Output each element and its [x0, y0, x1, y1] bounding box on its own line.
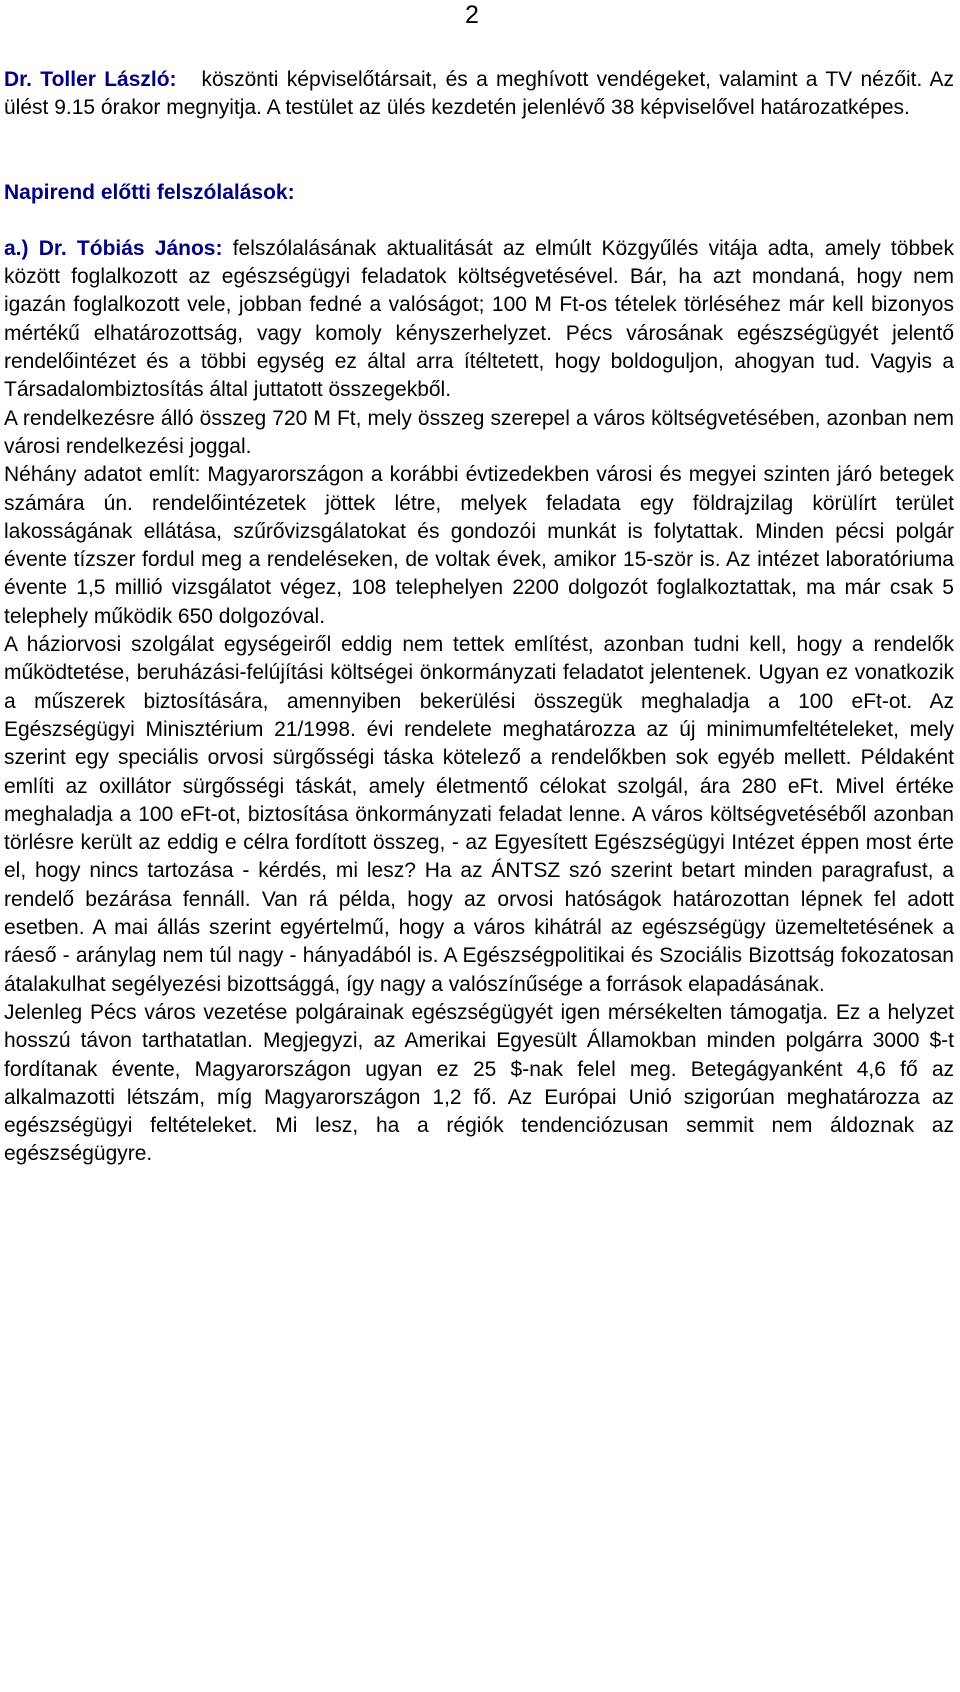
section-heading: Napirend előtti felszólalások: — [4, 180, 295, 204]
speech-paragraph-3: Néhány adatot említ: Magyarországon a korábbi évtizedekben városi és megyei szinten járó betegek számára ún. rendelőintézetek jöttek létre, melyek feladata egy földrajzilag körülírt terület lakosságának ellátása, szűrővizsgálatokat és gondozói munkát is folytattak. Minden pécsi polgár évente tízszer fordul meg a rendeléseken, de voltak évek, amikor 15-ször is. Az intézet laboratóriuma évente 1,5 millió vizsgálatot végez, 108 telephelyen 2200 dolgozót foglalkoztattak, ma már csak 5 telephely működik 650 dolgozóval. — [4, 463, 954, 628]
speech-paragraph-5: Jelenleg Pécs város vezetése polgárainak egészségügyét igen mérsékelten támogatja. Ez a helyzet hosszú távon tarthatatlan. Megjegyzi, az Amerikai Egyesült Államokban minden polgárra 3000 $-t fordítanak évente, Magyarországon ugyan ez 25 $-nak felel meg. Betegágyanként 4,6 fő az alkalmazotti létszám, míg Magyarországon 1,2 fő. Az Európai Unió szigorúan meghatározza az egészségügyi feltételeket. Mi lesz, ha a régiók tendenciózusan semmit nem áldoznak az egészségügyre. — [4, 1000, 954, 1166]
speech-paragraph-2: A rendelkezésre álló összeg 720 M Ft, mely összeg szerepel a város költségvetésében, azonban nem városi rendelkezési joggal. — [4, 406, 954, 458]
paragraph-text: felszólalásának aktualitását az elmúlt Közgyűlés vitája adta, amely többek között foglalkozott az egészségügyi feladatok költségvetésével. Bár, ha azt mondaná, hogy nem igazán foglalkozott vele, jobban fedné a valóságot; 100 M Ft-os tételek törléséhez már kell bizonyos mértékű elhatározottság, vagy komoly kényszerhelyzet. Pécs városának egészségügyét jelentő rendelőintézet és a többi egység ez által arra ítéltetett, hogy boldoguljon, ahogyan tud. Vagyis a Társadalombiztosítás által juttatott összegekből. — [4, 236, 954, 402]
document-body — [4, 66, 954, 1169]
speaker-name: a.) Dr. Tóbiás János: — [4, 236, 223, 260]
speaker-name: Dr. Toller László: — [4, 68, 177, 91]
page-number: 2 — [465, 1, 479, 29]
speech-paragraph-1 — [4, 235, 954, 405]
speech-paragraph-4: A háziorvosi szolgálat egységeiről eddig nem tettek említést, azonban tudni kell, hogy a rendelők működtetése, beruházási-felújítási költségei önkormányzati feladatot jelentenek. Ugyan ez vonatkozik a műszerek biztosítására, amennyiben bekerülési összegük meghaladja a 100 eFt-ot. Az Egészségügyi Minisztérium 21/1998. évi rendelete meghatározza az új minimumfeltételeket, mely szerint egy speciális orvosi sürgősségi táska kötelező a rendelőkben sok egyéb mellett. Példaként említi az oxillátor sürgősségi táskát, amely életmentő célokat szolgál, ára 280 eFt. Mivel értéke meghaladja a 100 eFt-ot, biztosítása önkormányzati feladat lenne. A város költségvetéséből azonban törlésre került az eddig e célra fordított összeg, - az Egyesített Egészségügyi Intézet éppen most érte el, hogy nincs tartozása - kérdés, mi lesz? Ha az ÁNTSZ szó szerint betart minden paragrafust, a rendelő bezárása fennáll. Van rá példa, hogy az orvosi hatóságok határozottan lépnek fel adott esetben. A mai állás szerint egyértelmű, hogy a város kihátrál az egészségügy üzemeltetésének a ráeső - aránylag nem túl nagy - hányadából is. A Egészségpolitikai és Szociális Bizottság fokozatosan átalakulhat segélyezési bizottsággá, így nagy a valószínűsége a források elapadásának. — [4, 633, 954, 996]
intro-text: köszönti képviselőtársait, és a meghívott vendégeket, valamint a TV nézőit. Az ülést 9.15 órakor megnyitja. A testület az ülés kezdetén jelenlévő 38 képviselővel határozatképes. — [4, 68, 954, 120]
intro-paragraph — [4, 66, 954, 123]
